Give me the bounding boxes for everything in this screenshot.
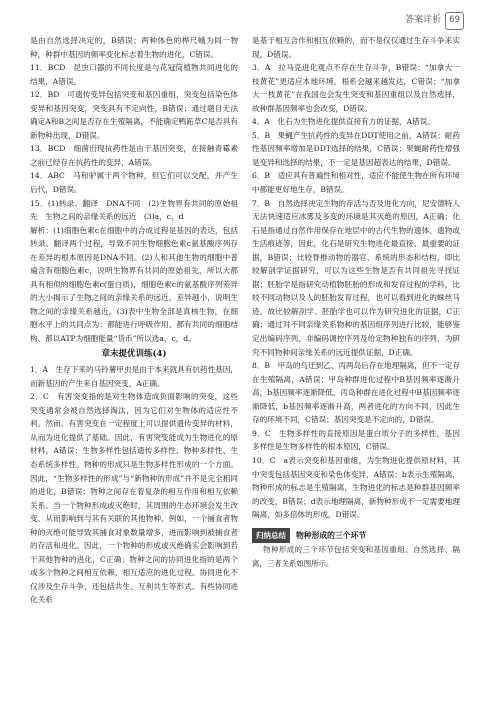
answer-paragraph: 是由自然选择决定的，B错误；两种体色的桦尺蛾为同一物种，种群中基因的频率变化标志着生物的进化，C错误。: [30, 36, 238, 59]
page-number: 69: [445, 12, 464, 30]
answer-paragraph: 3．A 拉马克进化观点不存在生存斗争，B错误；“加拿大一枝黄花”更适应本地环境，根系会越来越发达，C错误；“加拿大一枝黄花”在我国也会发生突变和基因重组以及自然选择，故种群基因频率也会改变，D错误。: [252, 63, 460, 113]
answer-paragraph: 8．B 甲岛的鸟迁到乙、丙两岛后存在地理隔离，但不一定存在生殖隔离，A错误；甲岛种群进化过程中B基因频率逐渐升高，b基因频率逐渐降低，丙岛种群在进化过程中B基因频率逐渐降低，b基因频率逐渐升高，两者进化的方向不同，因此生存的环境不同，C错误；基因突变是不定向的，D错误。: [252, 361, 460, 425]
answer-paragraph: 1．A 生存下来的马铃薯甲虫是由于本来就具有抗药性基因，而新基因的产生来自基因突变，A正确。: [30, 365, 238, 388]
summary-box: [252, 528, 460, 544]
answer-paragraph: 解析：(1)细胞色素c在细胞中的合成过程是基因的表达，包括转录、翻译两个过程，导致不同生物细胞色素c氨基酸序列存在差异的根本原因是DNA不同。(2)人和其他生物的细胞中普遍含有细胞色素c，说明生物界有共同的原始祖先，所以大都具有相似的细胞色素c(蛋白质)，细胞色素c的氨基酸序列差异的大小揭示了生物之间的亲缘关系的远近，差异越小，说明生物之间的亲缘关系越近。(3)表中生物全部是真核生物，在细胞水平上的共同点为：都能进行呼吸作用、都有共同的细胞结构、都以ATP为细胞能量“货币”所以选a，c，d。: [30, 225, 238, 344]
answer-paragraph: 15．(1)转录、翻译 DNA不同 (2)生物界有共同的原始祖先 生物之间的亲缘关系的远近 (3)a，c，d: [30, 198, 238, 222]
page-header: [405, 12, 464, 30]
answer-paragraph: 4．A 化石为生物进化提供直接有力的证据，A错误。: [252, 117, 435, 127]
answer-paragraph: 6．B 适应具有普遍性和相对性，适应不能使生物在所有环境中都能更好地生存，B错误。: [252, 171, 460, 195]
content-columns: [30, 34, 460, 607]
answer-paragraph: 11．BCD 昆虫口器的不同长度是与花冠筒植物共同进化的结果，A错误。: [30, 63, 238, 86]
right-column: [252, 34, 460, 607]
answer-paragraph: 9．C 生物多样性的直接原因是蛋白质分子的多样性，基因多样性是生物多样性的根本原因，C错误。: [252, 428, 460, 452]
header-title: 答案详析: [405, 15, 442, 25]
summary-title: 物种形成的三个环节: [296, 530, 367, 540]
answer-paragraph: 13．BCD 细菌出现抗药性是由于基因突变，在接触青霉素之前已经存在抗药性的变异，A错误。: [30, 144, 238, 167]
answer-paragraph: 5．B 果蝇产生抗药性的变异在DDT使用之前，A错误；耐药性基因频率增加是DDT选择的结果，C错误；果蝇耐药性增强是变异和选择的结果，不一定是基因超表达的结果，D错误。: [252, 130, 460, 167]
answer-paragraph: 是基于相互合作和相互依赖的，而不是仅仅通过生存斗争来实现，D错误。: [252, 36, 460, 59]
answer-paragraph: 2．C 有害突变指的是对生物体造成负面影响的突变，这些突变通常会被自然选择淘汰，因为它们对生物体的适应性不利。然而，有害突变在一定程度上可以提供遗传变异的材料，从而为进化提供了基础。因此，有害突变能成为生物进化的原材料，A错误；生物多样性包括遗传多样性、物种多样性、生态系统多样性。物种的形成只是生物多样性形成的一个方面。因此，“生物多样性的形成”与“新物种的形成”并不是完全相同的进化，B错误；物种之间存在着复杂的相互作用和相互依赖关系。当一个物种形成或灭绝时，其周围的生态环境会发生改变，从而影响到与其有关联的其他物种。例如，一个捕食者物种的灭绝可能导致其捕食对象数量增多，进而影响到被捕食者的存活和进化。因此，一个物种的形成或灭绝确实会影响到若干其他物种的进化，C正确；物种之间的协同进化指的是两个或多个物种之间相互依赖、相互适应的进化过程。协同进化不仅涉及生存斗争，还包括共生、互利共生等形式。有些协同进化关系: [30, 392, 238, 605]
answer-paragraph: 7．B 自然选择决定生物的存活与否及进化方向，尼安德特人无法快速适应冰雾及多变的环境是其灭绝的原因，A正确；化石是指通过自然作用保存在地层中的古代生物的遗体、遗物或生活痕迹等，因此，化石是研究生物进化最直接、最重要的证据，B错误；比较脊椎动物的器官、系统的形态和结构，即比较解剖学证据研究，可以为这些生物是否有共同祖先寻找证据；胚胎学是指研究动植物胚胎的形成和发育过程的学科，比较不同动物以及人的胚胎发育过程，也可以看到进化的蛛丝马迹，故比较解剖学、胚胎学也可以作为研究进化的证据，C正确；通过对不同亲缘关系物种的基因组序列进行比较，能够鉴定出编码序列、非编码调控序列及给定物种独有的序列，为研究不同物种间亲缘关系的远近提供证据，D正确。: [252, 198, 460, 357]
answer-paragraph: 10．C a表示突变和基因重组，为生物进化提供原材料，其中突变包括基因突变和染色体变异，A错误；b表示生殖隔离，物种形成的标志是生殖隔离，生物进化的标志是种群基因频率的改变，B错误；d表示地理隔离，新物种形成不一定需要地理隔离，如多倍体的形成，D错误。: [252, 455, 460, 520]
answer-paragraph: 12．BD 可遗传变异包括突变和基因重组，突变包括染色体变异和基因突变，突变具有不定向性，B错误；通过题目无法确定A和B之间是否存在生殖隔离，不能确定鸭跖草C是否具有新物种出现，D错误。: [30, 90, 238, 140]
summary-badge: 归纳总结: [252, 528, 290, 544]
left-column: [30, 34, 238, 607]
answer-paragraph: 14．ABC 马和驴属于两个物种，但它们可以交配，并产生后代，D错误。: [30, 171, 238, 195]
summary-body: 物种形成的三个环节包括突变和基因重组、自然选择、隔离，三者关系如图所示。: [252, 545, 460, 568]
section-title: 章末提优训练(4): [101, 348, 167, 359]
